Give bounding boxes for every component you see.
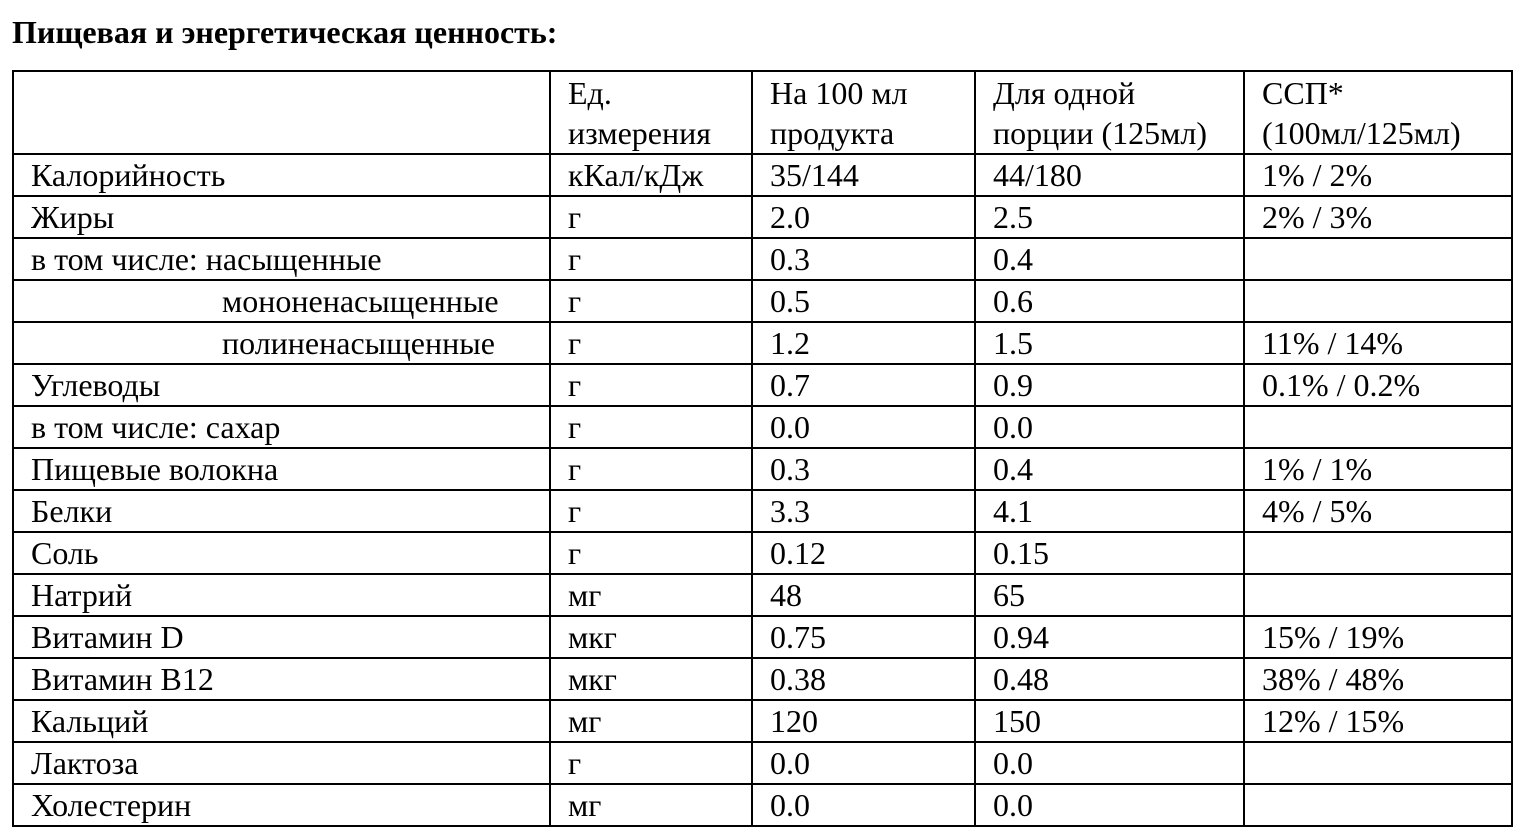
rdi-cell: [1244, 406, 1512, 448]
table-row: [13, 322, 1512, 364]
table-header-row: [13, 71, 1512, 154]
table-row: [13, 490, 1512, 532]
nutrient-subname: мононенасыщенные: [222, 283, 499, 319]
rdi-cell: [1244, 280, 1512, 322]
per-100ml-cell: 0.0: [752, 406, 975, 448]
rdi-cell: [1244, 574, 1512, 616]
unit-cell: мг: [550, 784, 752, 826]
nutrition-table: [12, 70, 1513, 827]
per-portion-cell: 0.0: [975, 784, 1244, 826]
per-portion-cell: 0.4: [975, 448, 1244, 490]
nutrient-name-cell: Калорийность: [13, 154, 550, 196]
unit-cell: г: [550, 364, 752, 406]
page-title: Пищевая и энергетическая ценность:: [12, 14, 558, 50]
nutrient-name-cell: в том числе: сахар: [13, 406, 550, 448]
per-portion-cell: 1.5: [975, 322, 1244, 364]
nutrition-table-body: [13, 71, 1512, 826]
nutrient-name-cell: [13, 280, 550, 322]
header-name: [13, 71, 550, 154]
nutrient-name-cell: Жиры: [13, 196, 550, 238]
per-portion-cell: 0.6: [975, 280, 1244, 322]
per-100ml-cell: 0.3: [752, 238, 975, 280]
per-100ml-cell: 0.5: [752, 280, 975, 322]
per-100ml-cell: 0.7: [752, 364, 975, 406]
rdi-cell: [1244, 238, 1512, 280]
header-per-100ml-line: продукта: [770, 115, 895, 151]
nutrient-name-cell: Холестерин: [13, 784, 550, 826]
per-100ml-cell: 2.0: [752, 196, 975, 238]
table-row: [13, 658, 1512, 700]
per-portion-cell: 0.15: [975, 532, 1244, 574]
nutrient-subname: полиненасыщенные: [222, 325, 495, 361]
unit-cell: г: [550, 322, 752, 364]
per-portion-cell: 0.48: [975, 658, 1244, 700]
per-portion-cell: 44/180: [975, 154, 1244, 196]
table-row: [13, 700, 1512, 742]
nutrient-name-cell: Натрий: [13, 574, 550, 616]
rdi-cell: 15% / 19%: [1244, 616, 1512, 658]
nutrient-name-cell: Белки: [13, 490, 550, 532]
per-100ml-cell: 0.3: [752, 448, 975, 490]
per-portion-cell: 4.1: [975, 490, 1244, 532]
per-100ml-cell: 0.0: [752, 784, 975, 826]
nutrient-name-cell: Соль: [13, 532, 550, 574]
unit-cell: мкг: [550, 616, 752, 658]
header-per-portion: [975, 71, 1244, 154]
table-row: [13, 280, 1512, 322]
table-row: [13, 238, 1512, 280]
unit-cell: г: [550, 490, 752, 532]
per-100ml-cell: 35/144: [752, 154, 975, 196]
table-row: [13, 574, 1512, 616]
rdi-cell: 2% / 3%: [1244, 196, 1512, 238]
nutrient-name-cell: [13, 322, 550, 364]
table-row: [13, 616, 1512, 658]
rdi-cell: 12% / 15%: [1244, 700, 1512, 742]
per-100ml-cell: 120: [752, 700, 975, 742]
per-portion-cell: 0.0: [975, 406, 1244, 448]
header-per-portion-line: порции (125мл): [993, 115, 1208, 151]
per-100ml-cell: 0.0: [752, 742, 975, 784]
nutrient-name-cell: в том числе: насыщенные: [13, 238, 550, 280]
table-row: [13, 406, 1512, 448]
nutrient-name-cell: Лактоза: [13, 742, 550, 784]
nutrient-name-cell: Витамин B12: [13, 658, 550, 700]
header-rdi: [1244, 71, 1512, 154]
rdi-cell: 38% / 48%: [1244, 658, 1512, 700]
rdi-cell: 0.1% / 0.2%: [1244, 364, 1512, 406]
per-portion-cell: 0.9: [975, 364, 1244, 406]
header-rdi-line: ССП*: [1262, 75, 1344, 111]
rdi-cell: 1% / 2%: [1244, 154, 1512, 196]
unit-cell: мкг: [550, 658, 752, 700]
per-portion-cell: 0.4: [975, 238, 1244, 280]
unit-cell: г: [550, 448, 752, 490]
header-per-portion-line: Для одной: [993, 75, 1136, 111]
rdi-cell: [1244, 742, 1512, 784]
unit-cell: г: [550, 196, 752, 238]
header-rdi-line: (100мл/125мл): [1262, 115, 1461, 151]
header-unit-line: измерения: [568, 115, 711, 151]
unit-cell: мг: [550, 700, 752, 742]
per-100ml-cell: 1.2: [752, 322, 975, 364]
per-portion-cell: 150: [975, 700, 1244, 742]
header-unit: [550, 71, 752, 154]
table-row: [13, 742, 1512, 784]
unit-cell: г: [550, 280, 752, 322]
rdi-cell: 1% / 1%: [1244, 448, 1512, 490]
table-row: [13, 154, 1512, 196]
per-100ml-cell: 0.75: [752, 616, 975, 658]
rdi-cell: 11% / 14%: [1244, 322, 1512, 364]
unit-cell: кКал/кДж: [550, 154, 752, 196]
per-portion-cell: 2.5: [975, 196, 1244, 238]
nutrient-name-cell: Кальций: [13, 700, 550, 742]
per-100ml-cell: 0.12: [752, 532, 975, 574]
table-row: [13, 196, 1512, 238]
rdi-cell: [1244, 532, 1512, 574]
unit-cell: г: [550, 532, 752, 574]
header-unit-line: Ед.: [568, 75, 612, 111]
nutrient-name-cell: Витамин D: [13, 616, 550, 658]
per-portion-cell: 0.0: [975, 742, 1244, 784]
table-row: [13, 532, 1512, 574]
unit-cell: мг: [550, 574, 752, 616]
header-per-100ml: [752, 71, 975, 154]
per-100ml-cell: 3.3: [752, 490, 975, 532]
table-row: [13, 784, 1512, 826]
nutrient-name-cell: Пищевые волокна: [13, 448, 550, 490]
rdi-cell: [1244, 784, 1512, 826]
unit-cell: г: [550, 742, 752, 784]
rdi-cell: 4% / 5%: [1244, 490, 1512, 532]
unit-cell: г: [550, 238, 752, 280]
unit-cell: г: [550, 406, 752, 448]
per-100ml-cell: 48: [752, 574, 975, 616]
per-100ml-cell: 0.38: [752, 658, 975, 700]
header-per-100ml-line: На 100 мл: [770, 75, 908, 111]
table-row: [13, 364, 1512, 406]
nutrient-name-cell: Углеводы: [13, 364, 550, 406]
table-row: [13, 448, 1512, 490]
per-portion-cell: 65: [975, 574, 1244, 616]
per-portion-cell: 0.94: [975, 616, 1244, 658]
